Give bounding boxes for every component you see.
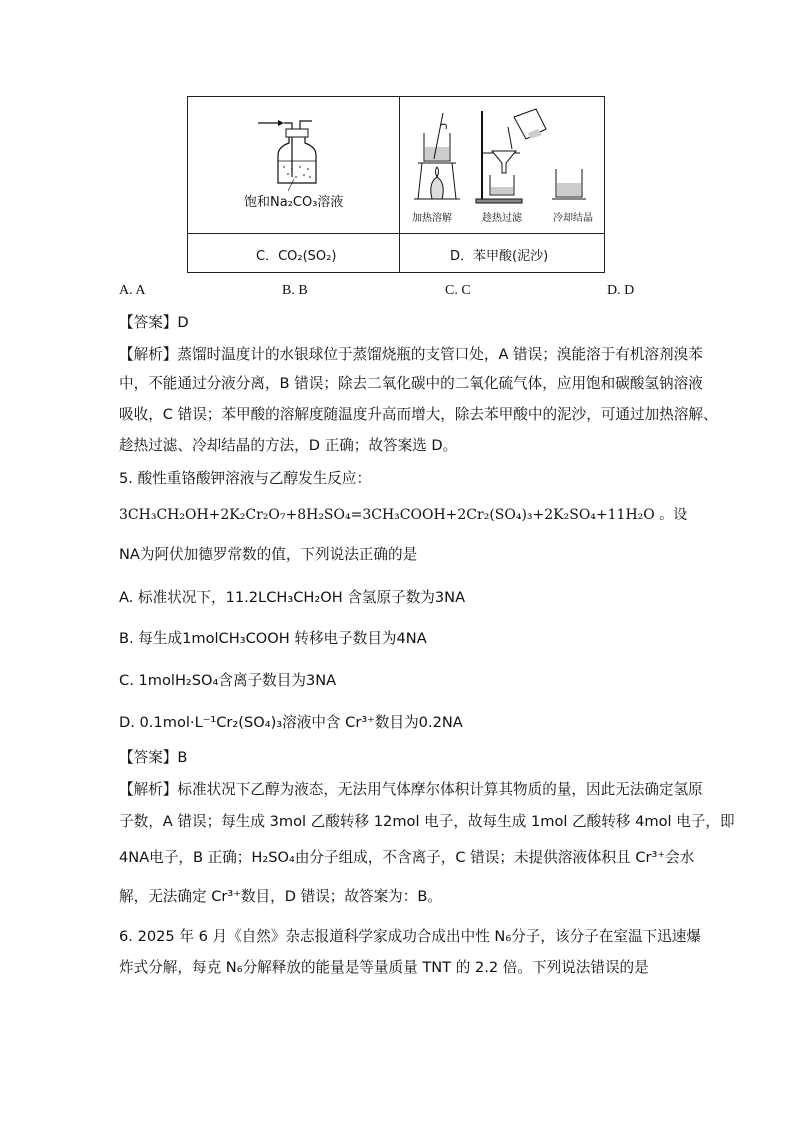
q5-option-b: B. 每生成1molCH₃COOH 转移电子数目为4NA (119, 630, 427, 647)
q5-option-a: A. 标准状况下，11.2LCH₃CH₂OH 含氢原子数为3NA (119, 589, 466, 606)
option-c: C. C (445, 283, 471, 298)
q5-option-c: C. 1molH₂SO₄含离子数目为3NA (119, 672, 337, 689)
gas-washing-bottle-figure (248, 111, 338, 191)
q5-stem: 5. 酸性重铬酸钾溶液与乙醇发生反应： (119, 470, 372, 487)
option-d: D. D (607, 283, 635, 298)
q6-line-1: 6. 2025 年 6 月《自然》杂志报道科学家成功合成出中性 N₆分子，该分子在室温下迅速爆 (119, 928, 701, 945)
cell-d-label-3: 冷却结晶 (553, 213, 593, 224)
cell-d-label-2: 趁热过滤 (482, 213, 522, 224)
q5-stem-2: NA为阿伏加德罗常数的值，下列说法正确的是 (119, 546, 418, 563)
q4-analysis-line-1: 【解析】蒸馏时温度计的水银球位于蒸馏烧瓶的支管口处，A 错误；溴能溶于有机溶剂溴苯 (119, 346, 703, 363)
cell-d-caption: D．苯甲酸(泥沙) (450, 249, 549, 264)
q4-analysis-line-3: 吸收，C 错误；苯甲酸的溶解度随温度升高而增大，除去苯甲酸中的泥沙，可通过加热溶解、 (119, 406, 718, 423)
q4-analysis-line-4: 趁热过滤、冷却结晶的方法，D 正确；故答案选 D。 (119, 437, 458, 454)
q5-option-d: D. 0.1mol·L⁻¹Cr₂(SO₄)₃溶液中含 Cr³⁺数目为0.2NA (119, 714, 463, 731)
recrystallization-apparatus-figure (410, 103, 600, 211)
cell-c-caption: C．CO₂(SO₂) (256, 249, 337, 264)
q4-answer: 【答案】D (119, 314, 189, 331)
q5-analysis-line-4: 解，无法确定 Cr³⁺数目，D 错误；故答案为：B。 (119, 888, 442, 905)
q6-line-2: 炸式分解，每克 N₆分解释放的能量是等量质量 TNT 的 2.2 倍。下列说法错误的是 (119, 959, 649, 976)
q5-analysis-line-1: 【解析】标准状况下乙醇为液态，无法用气体摩尔体积计算其物质的量，因此无法确定氢原 (119, 781, 703, 798)
q5-analysis-line-2: 子数，A 错误；每生成 3mol 乙酸转移 12mol 电子，故每生成 1mol 乙酸转移 4mol 电子，即 (119, 813, 735, 830)
q5-analysis-line-3: 4NA电子，B 正确；H₂SO₄由分子组成，不含离子，C 错误；未提供溶液体积且 Cr³⁺会水 (119, 849, 695, 866)
option-a: A. A (119, 283, 146, 298)
q5-equation: 3CH₃CH₂OH+2K₂Cr₂O₇+8H₂SO₄=3CH₃COOH+2Cr₂(SO₄)₃+2K₂SO₄+11H₂O 。设 (119, 507, 688, 523)
option-b: B. B (282, 283, 308, 298)
q5-answer: 【答案】B (119, 749, 188, 766)
cell-d-label-1: 加热溶解 (412, 213, 452, 224)
experiment-table (187, 96, 605, 273)
table-divider-horizontal (188, 233, 604, 234)
q4-analysis-line-2: 中，不能通过分液分离，B 错误；除去二氧化碳中的二氧化硫气体，应用饱和碳酸氢钠溶液 (119, 375, 703, 392)
table-divider-vertical (399, 97, 400, 273)
cell-c-label: 饱和Na₂CO₃溶液 (244, 195, 344, 210)
